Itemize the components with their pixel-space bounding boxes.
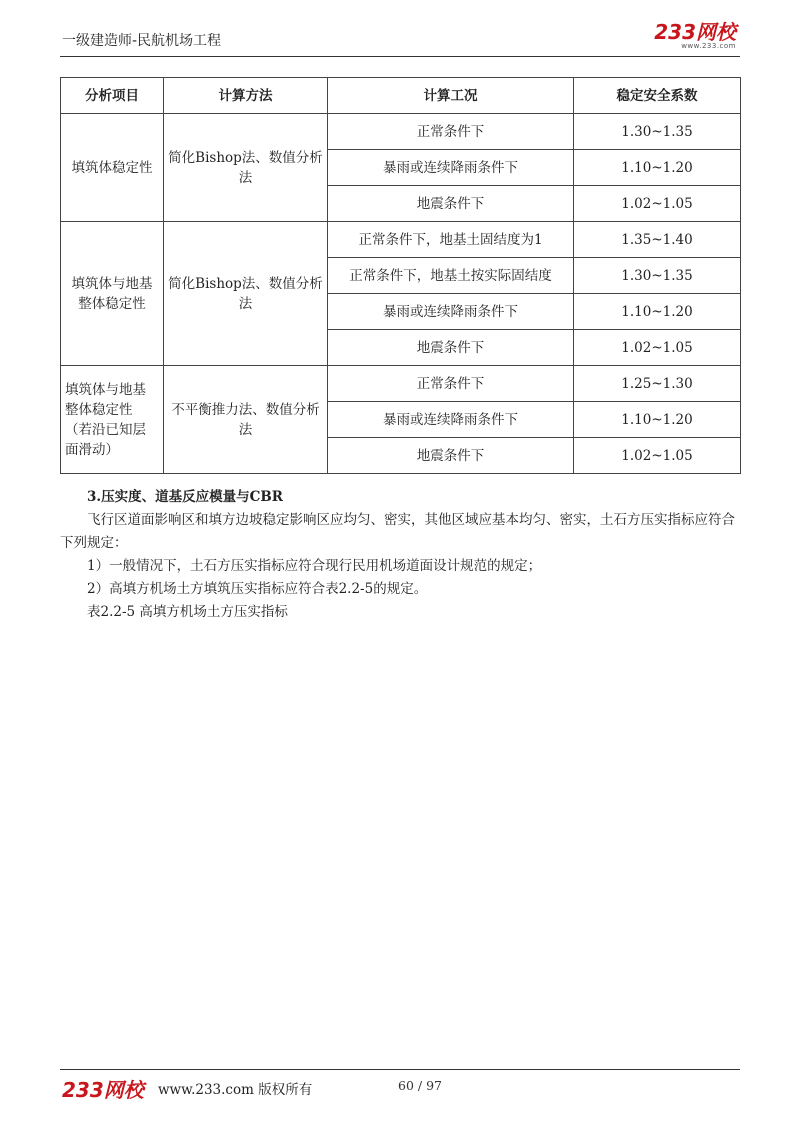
method-cell: 简化Bishop法、数值分析法 (164, 222, 328, 366)
section-heading: 3.压实度、道基反应模量与CBR (87, 489, 283, 505)
condition-cell: 地震条件下 (328, 330, 574, 366)
factor-cell: 1.35~1.40 (574, 222, 741, 258)
factor-cell: 1.02~1.05 (574, 330, 741, 366)
table-row (61, 114, 741, 150)
condition-cell: 正常条件下 (328, 366, 574, 402)
condition-cell: 正常条件下 (328, 114, 574, 150)
footer-divider (60, 1069, 740, 1070)
table-row (61, 366, 741, 402)
method-cell: 简化Bishop法、数值分析法 (164, 114, 328, 222)
header-divider (60, 56, 740, 57)
paragraph: 飞行区道面影响区和填方边坡稳定影响区应均匀、密实，其他区域应基本均匀、密实，土石方压实指标应符合下列规定： (60, 512, 735, 551)
page-number: 60 / 97 (398, 1078, 442, 1093)
condition-cell: 地震条件下 (328, 438, 574, 474)
factor-cell: 1.02~1.05 (574, 438, 741, 474)
list-item: 1）一般情况下，土石方压实指标应符合现行民用机场道面设计规范的规定； (87, 558, 542, 574)
stability-factor-table (60, 77, 741, 474)
brand-logo (654, 22, 736, 50)
column-header: 计算方法 (164, 78, 328, 114)
body-text (60, 486, 740, 624)
factor-cell: 1.10~1.20 (574, 402, 741, 438)
condition-cell: 暴雨或连续降雨条件下 (328, 150, 574, 186)
logo-url: www.233.com (681, 42, 736, 50)
column-header: 稳定安全系数 (574, 78, 741, 114)
factor-cell: 1.10~1.20 (574, 294, 741, 330)
table-caption: 表2.2-5 高填方机场土方压实指标 (87, 604, 288, 620)
analysis-item-cell: 填筑体稳定性 (61, 114, 164, 222)
document-header-title: 一级建造师-民航机场工程 (62, 33, 222, 49)
analysis-item-cell: 填筑体与地基整体稳定性 (61, 222, 164, 366)
factor-cell: 1.30~1.35 (574, 258, 741, 294)
factor-cell: 1.02~1.05 (574, 186, 741, 222)
list-item: 2）高填方机场土方填筑压实指标应符合表2.2-5的规定。 (87, 581, 428, 597)
condition-cell: 暴雨或连续降雨条件下 (328, 294, 574, 330)
factor-cell: 1.10~1.20 (574, 150, 741, 186)
table-row (61, 222, 741, 258)
analysis-item-cell: 填筑体与地基整体稳定性（若沿已知层面滑动） (61, 366, 164, 474)
footer-copyright: www.233.com 版权所有 (158, 1082, 313, 1098)
factor-cell: 1.30~1.35 (574, 114, 741, 150)
logo-wordmark: 233网校 (654, 20, 736, 44)
footer-logo: 233网校 (62, 1078, 144, 1102)
method-cell: 不平衡推力法、数值分析法 (164, 366, 328, 474)
condition-cell: 暴雨或连续降雨条件下 (328, 402, 574, 438)
factor-cell: 1.25~1.30 (574, 366, 741, 402)
condition-cell: 正常条件下，地基土固结度为1 (328, 222, 574, 258)
condition-cell: 地震条件下 (328, 186, 574, 222)
column-header: 计算工况 (328, 78, 574, 114)
column-header: 分析项目 (61, 78, 164, 114)
table-header-row (61, 78, 741, 114)
condition-cell: 正常条件下，地基土按实际固结度 (328, 258, 574, 294)
